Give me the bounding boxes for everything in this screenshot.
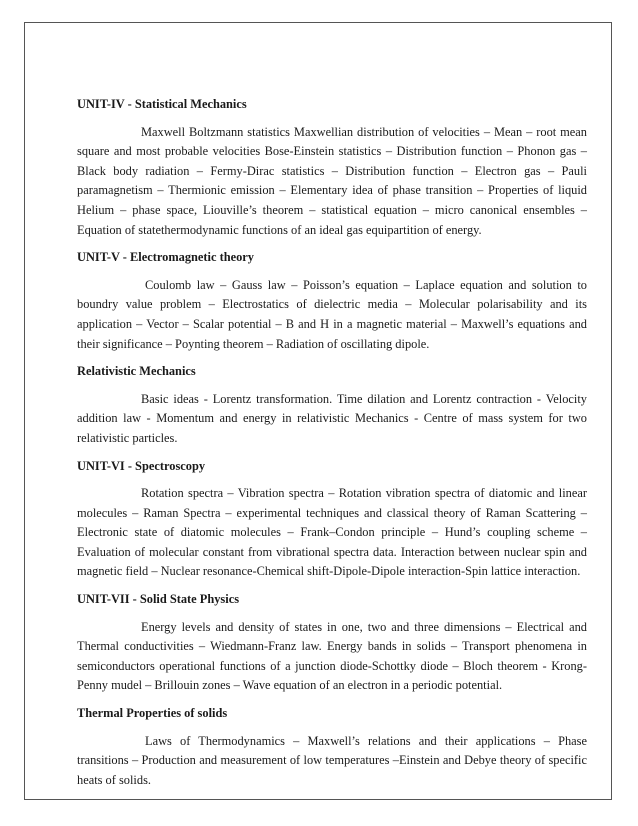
section-heading-unit-vii: UNIT-VII - Solid State Physics [77, 592, 240, 607]
section-heading-unit-v: UNIT-V - Electromagnetic theory [77, 250, 254, 265]
section-heading-unit-iv: UNIT-IV - Statistical Mechanics [77, 97, 247, 111]
section-heading-unit-vi: UNIT-VI - Spectroscopy [77, 458, 206, 473]
document-content [77, 95, 587, 798]
document-page [24, 22, 612, 800]
section-heading-thermal-properties: Thermal Properties of solids [77, 706, 228, 721]
section-body-unit-vi: Rotation spectra – Vibration spectra – Rotation vibration spectra of diatomic and linear molecules – Raman Spectra – experimental techniques and classical theory of Raman Scattering – Electronic state of diatomic molecules – Frank–Condon principle – Hund’s coupling scheme – Evaluation of molecular constant from vibrational spectra data. Interaction between nuclear spin and magnetic field – Nuclear resonance-Chemical shift-Dipole-Dipole interaction-Spin lattice interaction. [77, 486, 587, 579]
section-body-relativistic-mechanics: Basic ideas - Lorentz transformation. Time dilation and Lorentz contraction - Velocity addition law - Momentum and energy in relativistic Mechanics - Centre of mass system for two relativistic particles. [77, 391, 587, 445]
section-body-unit-iv: Maxwell Boltzmann statistics Maxwellian distribution of velocities – Mean – root mean square and most probable velocities Bose-Einstein statistics – Distribution function – Phonon gas – Black body radiation – Fermy-Dirac statistics – Distribution function – Electron gas – Pauli paramagnetism – Thermionic emission – Elementary idea of phase transition – Properties of liquid Helium – phase space, Liouville’s theorem – statistical equation – micro canonical ensembles – Equation of statethermodynamic functions of an ideal gas equipartition of energy. [77, 124, 587, 237]
section-body-thermal-properties: Laws of Thermodynamics – Maxwell’s relations and their applications – Phase transitions – Production and measurement of low temperatures –Einstein and Debye theory of specific heats of solids. [77, 733, 587, 787]
section-body-unit-vii: Energy levels and density of states in one, two and three dimensions – Electrical and Thermal conductivities – Wiedmann-Franz law. Energy bands in solids – Transport phenomena in semiconductors operational functions of a junction diode-Schottky diode – Bloch theorem - Krong-Penny mudel – Brillouin zones – Wave equation of an electron in a periodic potential. [77, 619, 587, 693]
section-body-unit-v: Coulomb law – Gauss law – Poisson’s equation – Laplace equation and solution to boundry value problem – Electrostatics of dielectric media – Molecular polarisability and its application – Vector – Scalar potential – B and H in a magnetic material – Maxwell’s equations and their significance – Poynting theorem – Radiation of oscillating dipole. [77, 277, 587, 351]
section-heading-relativistic-mechanics: Relativistic Mechanics [77, 364, 196, 379]
